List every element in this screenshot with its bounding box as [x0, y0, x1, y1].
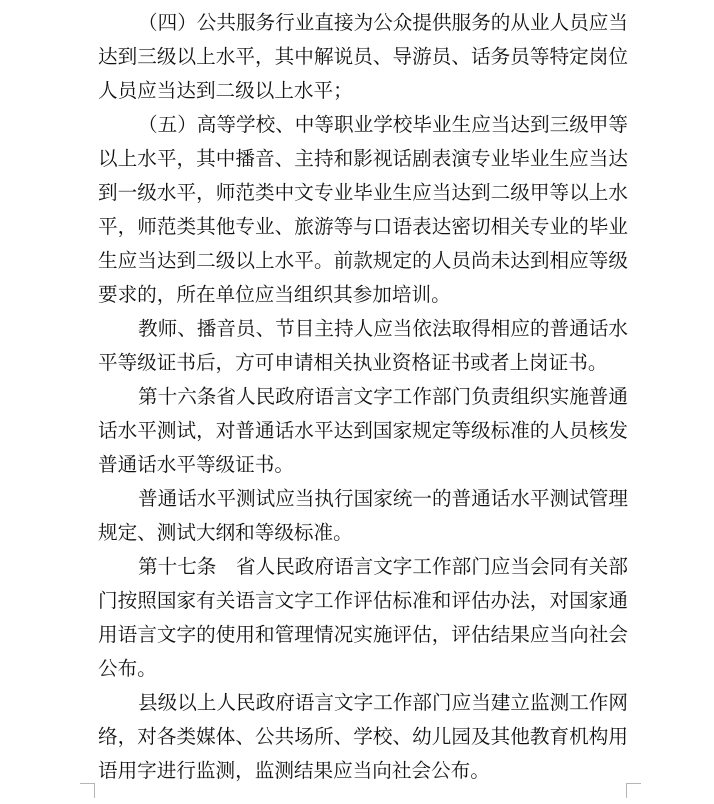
document-body	[98, 6, 628, 788]
crop-mark-bottom-left	[80, 783, 95, 798]
paragraph-item-5-graduates: （五）高等学校、中等职业学校毕业生应当达到三级甲等以上水平，其中播音、主持和影视话剧表演专业毕业生应当达到一级水平，师范类中文专业毕业生应当达到二级甲等以上水平，师范类其他专业、旅游等与口语表达密切相关专业的毕业生应当达到二级以上水平。前款规定的人员尚未达到相应等级要求的，所在单位应当组织其参加培训。	[98, 113, 628, 306]
paragraph-teachers-certificate: 教师、播音员、节目主持人应当依法取得相应的普通话水平等级证书后，方可申请相关执业资格证书或者上岗证书。	[98, 317, 628, 374]
paragraph-item-4-public-service: （四）公共服务行业直接为公众提供服务的从业人员应当达到三级以上水平，其中解说员、导游员、话务员等特定岗位人员应当达到二级以上水平；	[98, 11, 628, 102]
paragraph-test-standards: 普通话水平测试应当执行国家统一的普通话水平测试管理规定、测试大纲和等级标准。	[98, 487, 628, 544]
crop-mark-bottom-right	[626, 783, 641, 798]
paragraph-article-17: 第十七条 省人民政府语言文字工作部门应当会同有关部门按照国家有关语言文字工作评估标准和评估办法，对国家通用语言文字的使用和管理情况实施评估，评估结果应当向社会公布。	[98, 555, 628, 680]
paragraph-article-16: 第十六条省人民政府语言文字工作部门负责组织实施普通话水平测试，对普通话水平达到国家规定等级标准的人员核发普通话水平等级证书。	[98, 385, 628, 476]
paragraph-monitoring: 县级以上人民政府语言文字工作部门应当建立监测工作网络，对各类媒体、公共场所、学校、幼儿园及其他教育机构用语用字进行监测，监测结果应当向社会公布。	[98, 691, 628, 782]
